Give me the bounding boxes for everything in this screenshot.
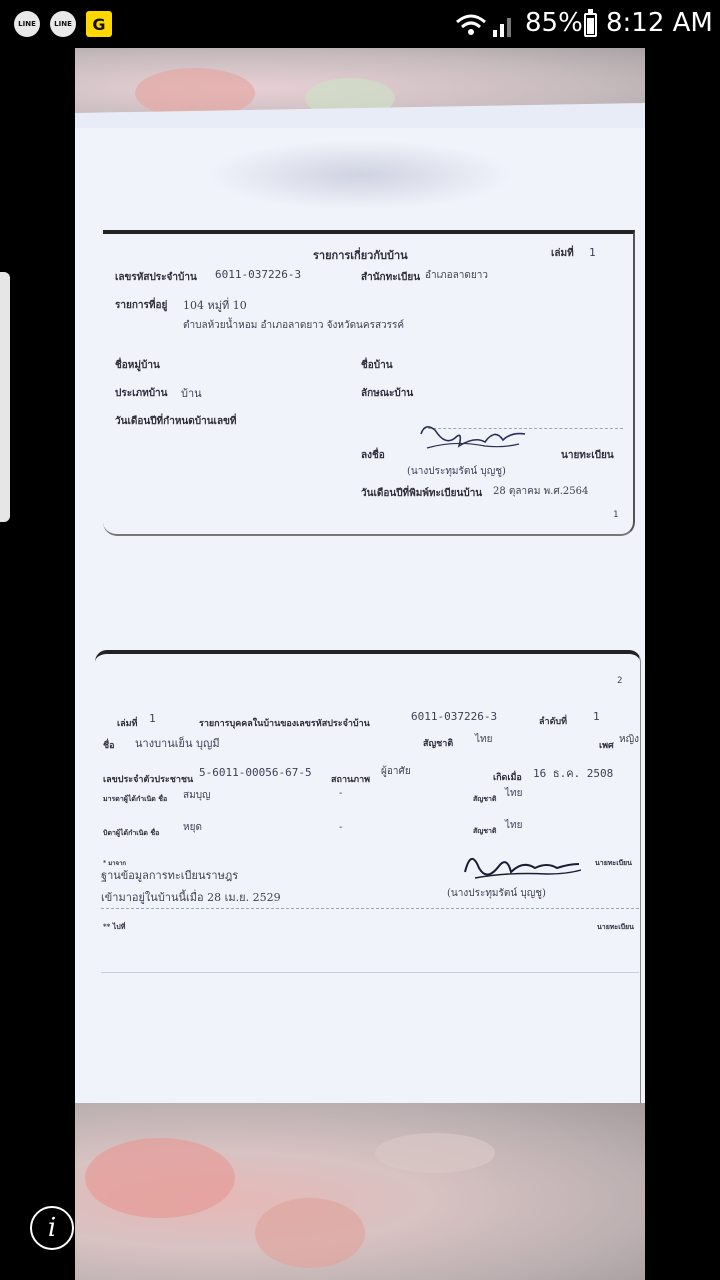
father-nationality-label: สัญชาติ bbox=[473, 826, 497, 835]
line-app-icon: LINE bbox=[50, 11, 76, 37]
signature bbox=[457, 842, 587, 888]
print-date-label: วันเดือนปีที่พิมพ์ทะเบียนบ้าน bbox=[361, 488, 483, 499]
nationality-label: สัญชาติ bbox=[423, 739, 454, 749]
book-number: 1 bbox=[589, 246, 596, 259]
book-label: เล่มที่ bbox=[117, 719, 138, 729]
book-number: 1 bbox=[149, 712, 156, 725]
person-info-card bbox=[95, 650, 641, 1114]
nationality: ไทย bbox=[475, 734, 493, 745]
registry-office-label: สำนักทะเบียน bbox=[361, 272, 421, 283]
print-date: 28 ตุลาคม พ.ศ.2564 bbox=[493, 486, 589, 497]
signature bbox=[415, 420, 535, 462]
house-code: 6011-037226-3 bbox=[215, 268, 302, 281]
address-line-1: 104 หมู่ที่ 10 bbox=[183, 299, 247, 312]
house-code-label: เลขรหัสประจำบ้าน bbox=[115, 272, 197, 283]
mother-label: มารดาผู้ได้กำเนิด ชื่อ bbox=[103, 794, 168, 803]
mother-dash: - bbox=[339, 788, 343, 799]
sheet-number: 2 bbox=[617, 676, 623, 686]
house-type-label: ประเภทบ้าน bbox=[115, 388, 168, 399]
mother-name: สมบุญ bbox=[183, 790, 211, 801]
person-name: นางบานเย็น บุญมี bbox=[135, 737, 220, 750]
sex-label: เพศ bbox=[599, 741, 614, 751]
address-line-2: ตำบลห้วยน้ำหอม อำเภอลาดยาว จังหวัดนครสวรรค์ bbox=[183, 320, 405, 331]
registrar-label: นายทะเบียน bbox=[595, 858, 632, 867]
signed-label: ลงชื่อ bbox=[361, 450, 385, 461]
seq-label: ลำดับที่ bbox=[539, 717, 568, 727]
clock: 8:12 AM bbox=[606, 8, 713, 38]
father-dash: - bbox=[339, 822, 343, 833]
book-label: เล่มที่ bbox=[551, 248, 574, 259]
edge-panel-handle[interactable] bbox=[0, 272, 10, 522]
seq-number: 1 bbox=[593, 710, 600, 723]
registry-office: อำเภอลาดยาว bbox=[425, 270, 488, 281]
sex: หญิง bbox=[619, 734, 639, 745]
father-label: บิดาผู้ได้กำเนิด ชื่อ bbox=[103, 828, 160, 837]
registrar-label: นายทะเบียน bbox=[561, 450, 614, 461]
born-date: 16 ธ.ค. 2508 bbox=[533, 767, 614, 780]
line-app-icon: LINE bbox=[14, 11, 40, 37]
village-label: ชื่อหมู่บ้าน bbox=[115, 360, 160, 371]
house-feature-label: ลักษณะบ้าน bbox=[361, 388, 414, 399]
address-label: รายการที่อยู่ bbox=[115, 300, 168, 311]
from-value: ฐานข้อมูลการทะเบียนราษฎร bbox=[101, 869, 239, 882]
name-label: ชื่อ bbox=[103, 741, 115, 751]
battery-percent: 85% bbox=[525, 8, 583, 38]
from-label: * มาจาก bbox=[103, 860, 127, 867]
father-name: หยุด bbox=[183, 822, 202, 833]
registrar-label-2: นายทะเบียน bbox=[597, 922, 634, 931]
date-assigned-label: วันเดือนปีที่กำหนดบ้านเลขที่ bbox=[115, 416, 237, 427]
to-label: ** ไปที่ bbox=[103, 922, 126, 931]
id-label: เลขประจำตัวประชาชน bbox=[103, 775, 194, 785]
father-nationality: ไทย bbox=[505, 820, 523, 831]
g-app-icon: G bbox=[86, 11, 112, 37]
card-title: รายการเกี่ยวกับบ้าน bbox=[313, 249, 408, 262]
card-title: รายการบุคคลในบ้านของเลขรหัสประจำบ้าน bbox=[199, 719, 370, 729]
status-label: สถานภาพ bbox=[331, 775, 371, 785]
mother-nationality-label: สัญชาติ bbox=[473, 794, 497, 803]
house-code: 6011-037226-3 bbox=[411, 710, 498, 723]
house-name-label: ชื่อบ้าน bbox=[361, 360, 393, 371]
status: ผู้อาศัย bbox=[381, 766, 411, 777]
info-button[interactable]: i bbox=[30, 1206, 74, 1250]
house-info-card bbox=[103, 230, 635, 536]
moved-in-date: เข้ามาอยู่ในบ้านนี้เมื่อ 28 เม.ย. 2529 bbox=[101, 891, 281, 904]
status-bar bbox=[0, 0, 720, 50]
house-type: บ้าน bbox=[181, 387, 202, 400]
mother-nationality: ไทย bbox=[505, 788, 523, 799]
registrar-name: (นางประทุมรัตน์ บุญชู) bbox=[447, 888, 546, 899]
id-number: 5-6011-00056-67-5 bbox=[199, 766, 312, 779]
battery-icon bbox=[584, 13, 597, 37]
photo-viewer[interactable] bbox=[75, 48, 645, 1280]
wifi-signal-icon bbox=[455, 12, 517, 38]
born-label: เกิดเมื่อ bbox=[493, 773, 522, 783]
registrar-name: (นางประทุมรัตน์ บุญชู) bbox=[407, 466, 506, 477]
sheet-number: 1 bbox=[613, 510, 619, 520]
